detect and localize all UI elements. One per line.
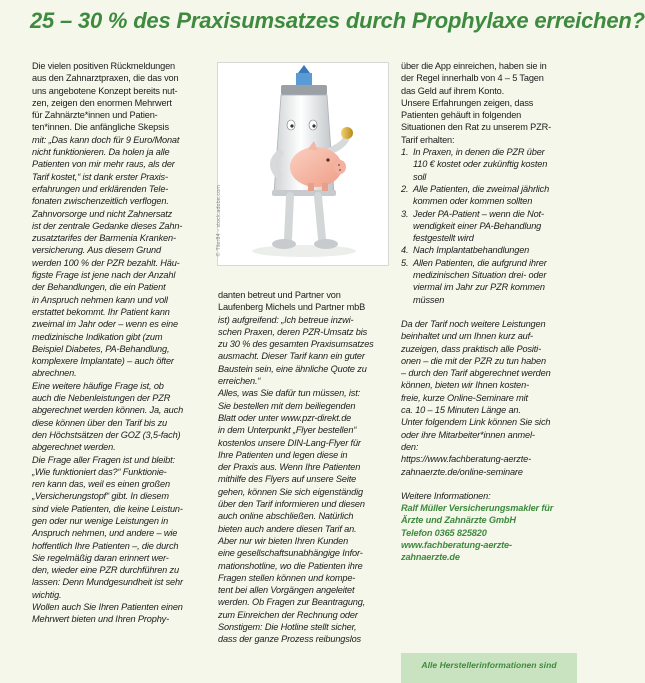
text-line: abgerechnet werden können. Ja, auch xyxy=(32,405,184,416)
text-line: hoffentlich Ihre Patienten –, die durch xyxy=(32,540,179,551)
text-line: abgerechnet werden. xyxy=(32,442,116,453)
list-item xyxy=(401,257,581,306)
text-line: der Regel innerhalb von 4 – 5 Tagen xyxy=(401,73,544,84)
text-line: freie, kurze Online-Seminare mit xyxy=(401,392,528,403)
text-line: viermal im Jahr zur PZR kommen xyxy=(413,282,545,293)
text-line: „Versicherungstopf“ gibt. In diesem xyxy=(32,491,169,502)
text-line: gehen, können Sie sich eigenständig xyxy=(218,486,363,497)
paragraph-gap xyxy=(401,478,581,490)
text-line: Die vielen positiven Rückmeldungen xyxy=(32,61,176,71)
text-line: 110 € kostet oder zukünftig kosten xyxy=(413,159,548,170)
paragraph-gap xyxy=(401,306,581,318)
text-line: ren kann das, weil es einen großen xyxy=(32,479,170,490)
text-line: medizinische Indikation gibt (zum xyxy=(32,331,163,342)
text-line: zuzeigen, dass praktisch alle Positi- xyxy=(401,343,541,354)
text-line: eine gesellschaftsunabhängige Infor- xyxy=(218,548,363,559)
text-line: figste Frage ist jene nach der Anzahl xyxy=(32,270,176,281)
list-item xyxy=(401,146,581,183)
contact-label: Weitere Informationen: xyxy=(401,490,491,501)
text-line: Alles, was Sie dafür tun müssen, ist: xyxy=(218,388,361,399)
article-column-1 xyxy=(32,60,200,626)
contact-phone: Telefon 0365 825820 xyxy=(401,527,487,538)
text-line: „Wie funktioniert das?“ Funktionie- xyxy=(32,466,167,477)
text-line: in Anspruch nehmen kann und voll xyxy=(32,294,168,305)
text-line: den, wieder eine PZR durchführen zu xyxy=(32,565,179,576)
text-line: über die App einreichen, haben sie in xyxy=(401,61,547,71)
text-line: Sonstigem: Die Hotline stellt sicher, xyxy=(218,622,357,633)
text-line: abrechnen. xyxy=(32,368,77,379)
text-line: Unter folgendem Link können Sie sich xyxy=(401,417,551,428)
text-line: Allen Patienten, die aufgrund ihrer xyxy=(413,257,547,268)
text-line: onen – die mit der PZR zu tun haben xyxy=(401,355,546,366)
text-line: werden 100 % der PZR bezahlt. Häu- xyxy=(32,257,180,268)
text-line: Blatt oder unter www.pzr-direkt.de xyxy=(218,412,352,423)
text-line: tent bei allen Vorgängen angeleitet xyxy=(218,585,355,596)
seminar-link[interactable]: zahnaerzte.de/online-seminare xyxy=(401,466,523,477)
text-line: Patienten von mir mehr raus, als der xyxy=(32,159,175,170)
text-line: nicht funktionieren. Da holen ja alle xyxy=(32,147,170,158)
article-column-3 xyxy=(401,60,581,564)
text-line: in dem Unterpunkt „Flyer bestellen“ xyxy=(218,425,357,436)
text-line: müssen xyxy=(413,294,445,305)
text-line: Eine weitere häufige Frage ist, ob xyxy=(32,380,164,391)
text-line: das Geld auf ihrem Konto. xyxy=(401,85,504,96)
text-line: Die Frage aller Fragen ist und bleibt: xyxy=(32,454,175,465)
text-line: Beispiel Diabetes, PA-Behandlung, xyxy=(32,343,170,354)
text-line: Aber nur wir bieten Ihren Kunden xyxy=(218,535,349,546)
text-line: Fragen stellen können und kompe- xyxy=(218,572,356,583)
text-line: Tarif erhalten: xyxy=(401,134,455,145)
photo-credit: © Tiler84 – stock.adobe.com xyxy=(216,184,222,257)
text-line: fonaten zwischenzeitlich verflogen. xyxy=(32,196,169,207)
list-number: 3. xyxy=(401,208,409,219)
text-line: Sie regelmäßig daran erinnert wer- xyxy=(32,552,169,563)
list-item xyxy=(401,183,581,208)
text-line: Nach Implantatbehandlungen xyxy=(413,245,530,256)
text-line: In Praxen, in denen die PZR über xyxy=(413,147,545,158)
text-line: aus den Zahnarztpraxen, die das von xyxy=(32,73,179,84)
text-line: ten*innen. Die anfängliche Skepsis xyxy=(32,122,169,133)
text-line: soll xyxy=(413,171,427,182)
text-line: zusatztarifes der Barmenia Kranken- xyxy=(32,233,176,244)
text-line: wendigkeit einer PA-Behandlung xyxy=(413,220,542,231)
toothpaste-piggy-illustration xyxy=(218,63,388,265)
text-line: auch online abschließen. Natürlich xyxy=(218,511,354,522)
text-line: ca. 10 – 15 Minuten Länge an. xyxy=(401,405,521,416)
text-line: dass der ganze Prozess reibungslos xyxy=(218,634,362,645)
text-line: Mehrwert bieten und Ihren Prophy- xyxy=(32,614,170,625)
contact-website-link[interactable]: zahnaerzte.de xyxy=(401,552,460,563)
text-line: zen, zeigen den enormen Mehrwert xyxy=(32,97,172,108)
numbered-list xyxy=(401,146,581,306)
text-line: komplexere Implantate) – auch öfter xyxy=(32,356,174,367)
text-line: Jeder PA-Patient – wenn die Not- xyxy=(413,208,544,219)
text-line: Zahnvorsorge und nicht Zahnersatz xyxy=(32,208,173,219)
text-line: auch die Nebenleistungen der PZR xyxy=(32,393,171,404)
text-line: uns angebotene Konzept bereits nut- xyxy=(32,85,178,96)
text-line: zum Einreichen der Rechnung oder xyxy=(218,609,358,620)
text-line: werden. Ob Fragen zur Beantragung, xyxy=(218,597,366,608)
text-line: diese können über den Tarif bis zu xyxy=(32,417,168,428)
text-line: für Zahnärzte*innen und Patien- xyxy=(32,110,158,121)
text-line: können, bieten wir Ihnen kosten- xyxy=(401,380,529,391)
text-line: Da der Tarif noch weitere Leistungen xyxy=(401,318,546,329)
article-title: 25 – 30 % des Praxisumsatzes durch Prophylaxe erreichen? xyxy=(30,8,645,33)
text-line: Ihre Patienten und legen diese in xyxy=(218,449,348,460)
text-line: erreichen.“ xyxy=(218,376,261,387)
text-line: Patienten gehäuft in folgenden xyxy=(401,110,522,121)
contact-company: Ralf Müller Versicherungsmakler für xyxy=(401,503,554,514)
text-line: ist der zentrale Gedanke dieses Zahn- xyxy=(32,220,183,231)
article-photo xyxy=(217,62,389,266)
text-line: ist) aufgreifend: „Ich betreue inzwi- xyxy=(218,314,354,325)
text-line: Tarif kostet,“ ist dank erster Praxis- xyxy=(32,171,168,182)
text-line: der Behandlungen, die ein Patient xyxy=(32,282,166,293)
text-line: zu 30 % des gesamten Praxisumsatzes xyxy=(218,339,374,350)
text-line: kostenlos unsere DIN-Lang-Flyer für xyxy=(218,437,361,448)
text-line: Anspruch nehmen, und andere – wie xyxy=(32,528,178,539)
notice-text: Alle Herstellerinformationen sind xyxy=(421,660,557,670)
seminar-link[interactable]: https://www.fachberatung-aerzte- xyxy=(401,454,532,465)
text-line: mit: „Das kann doch für 9 Euro/Monat xyxy=(32,134,180,145)
text-line: Baustein sein, eine ähnliche Quote zu xyxy=(218,363,367,374)
text-line: den Höchstsätzen der GOZ (3,5-fach) xyxy=(32,429,181,440)
text-line: schen Praxen, deren PZR-Umsatz bis xyxy=(218,326,368,337)
list-number: 2. xyxy=(401,183,409,194)
text-line: Alle Patienten, die zweimal jährlich xyxy=(413,183,550,194)
text-line: wichtig. xyxy=(32,589,62,600)
contact-website-link[interactable]: www.fachberatung-aerzte- xyxy=(401,539,512,550)
list-number: 4. xyxy=(401,245,409,256)
contact-company: Ärzte und Zahnärzte GmbH xyxy=(401,515,516,526)
text-line: Unsere Erfahrungen zeigen, dass xyxy=(401,97,534,108)
text-line: kommen oder kommen sollten xyxy=(413,196,533,207)
text-line: der Praxis aus. Wenn Ihre Patienten xyxy=(218,462,361,473)
text-line: zweimal im Jahr oder – wenn es eine xyxy=(32,319,178,330)
text-line: oder ihre Mitarbeiter*innen anmel- xyxy=(401,429,535,440)
text-line: über den Tarif informieren und diesen xyxy=(218,499,365,510)
text-line: Sie bestellen mit dem beiliegenden xyxy=(218,400,356,411)
manufacturer-notice-box xyxy=(401,653,577,683)
text-line: erfahrungen und erklärenden Tele- xyxy=(32,183,169,194)
list-number: 5. xyxy=(401,257,409,268)
article-column-2 xyxy=(218,289,388,646)
text-line: gen oder nur wenige Leistungen in xyxy=(32,515,169,526)
text-line: festgestellt wird xyxy=(413,233,474,244)
text-line: beinhaltet und um Ihnen kurz auf- xyxy=(401,331,533,342)
text-line: lassen: Denn Mundgesundheit ist sehr xyxy=(32,577,183,588)
text-line: Laufenberg Michels und Partner mbB xyxy=(218,302,366,313)
text-line: ausmacht. Dieser Tarif kann ein guter xyxy=(218,351,365,362)
list-item xyxy=(401,208,581,245)
text-line: – durch den Tarif abgerechnet werden xyxy=(401,368,551,379)
text-line: den: xyxy=(401,441,419,452)
text-line: bieten auch andere diesen Tarif an. xyxy=(218,523,357,534)
text-line: Wollen auch Sie Ihren Patienten einen xyxy=(32,602,183,613)
text-line: danten betreut und Partner von xyxy=(218,290,341,300)
text-line: medizinischen Situation drei- oder xyxy=(413,270,547,281)
text-line: erstattet bekommt. Ihr Patient kann xyxy=(32,306,170,317)
text-line: Situationen den Rat zu unserem PZR- xyxy=(401,122,551,133)
text-line: mationshotline, wo die Patienten ihre xyxy=(218,560,363,571)
list-number: 1. xyxy=(401,147,409,158)
text-line: mithilfe des Flyers auf unsere Seite xyxy=(218,474,357,485)
text-line: sind viele Patienten, die keine Leistun- xyxy=(32,503,183,514)
text-line: versicherung. Aus diesem Grund xyxy=(32,245,161,256)
list-item xyxy=(401,244,581,256)
